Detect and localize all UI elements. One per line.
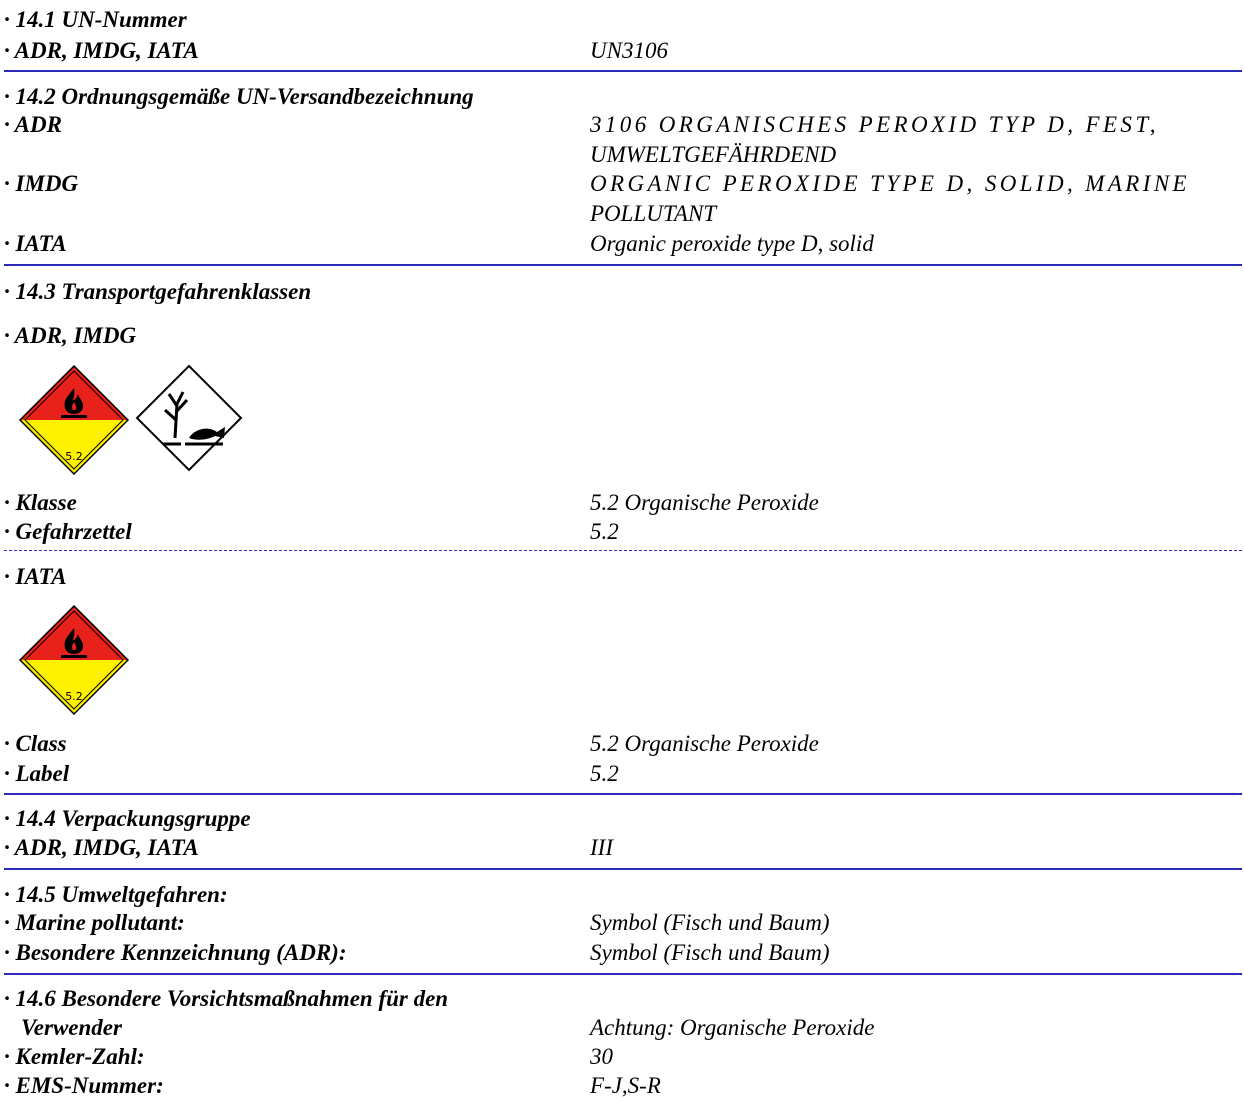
s142-adr-row-2: [4, 142, 1242, 166]
s146-verwender-row: [4, 1015, 1242, 1039]
s142-imdg-value-2: POLLUTANT: [590, 201, 717, 226]
s141-heading: · 14.1 UN-Nummer: [4, 7, 187, 32]
s143-iata-label: · IATA: [4, 564, 67, 589]
s144-label: · ADR, IMDG, IATA: [4, 835, 199, 860]
s146-kemler-label: · Kemler-Zahl:: [4, 1044, 145, 1069]
s141-heading-row: [4, 7, 1242, 31]
s146-heading-row: [4, 986, 1242, 1010]
s143-gefahrzettel-label: · Gefahrzettel: [4, 519, 132, 544]
pictogram-number: 5.2: [65, 450, 83, 463]
s142-heading: · 14.2 Ordnungsgemäße UN-Versandbezeichnung: [4, 84, 474, 109]
s145-besondere-label: · Besondere Kennzeichnung (ADR):: [4, 940, 347, 965]
s146-ems-label: · EMS-Nummer:: [4, 1073, 164, 1098]
organic-peroxide-pictogram: [18, 604, 130, 716]
s146-heading-1: · 14.6 Besondere Vorsichtsmaßnahmen für den: [4, 986, 449, 1011]
s145-marine-label: · Marine pollutant:: [4, 910, 185, 935]
s144-heading-row: [4, 806, 1242, 830]
s145-besondere-row: [4, 940, 1242, 964]
s143-label-label: · Label: [4, 761, 70, 786]
s145-marine-value: Symbol (Fisch und Baum): [590, 910, 830, 935]
s143-label-row: [4, 761, 1242, 785]
s142-imdg-row-2: [4, 201, 1242, 225]
s146-kemler-row: [4, 1044, 1242, 1068]
s143-adr-imdg-row: [4, 323, 1242, 347]
environment-hazard-pictogram: [135, 364, 243, 472]
s144-heading: · 14.4 Verpackungsgruppe: [4, 806, 251, 831]
s142-adr-value-2: UMWELTGEFÄHRDEND: [590, 142, 837, 167]
s146-verwender-value: Achtung: Organische Peroxide: [590, 1015, 875, 1040]
s143-adr-imdg-label: · ADR, IMDG: [4, 323, 137, 348]
s142-imdg-label: · IMDG: [4, 171, 79, 196]
s142-iata-value: Organic peroxide type D, solid: [590, 231, 874, 256]
s145-heading-row: [4, 882, 1242, 906]
s143-klasse-row: [4, 490, 1242, 514]
section-rule: [4, 70, 1242, 72]
s143-heading: · 14.3 Transportgefahrenklassen: [4, 279, 312, 304]
s146-ems-row: [4, 1073, 1242, 1097]
s141-label: · ADR, IMDG, IATA: [4, 38, 199, 63]
section-rule: [4, 264, 1242, 266]
pictogram-number: 5.2: [65, 690, 83, 703]
s141-row: [4, 38, 1242, 62]
yellow-half: [20, 420, 128, 474]
section-rule: [4, 973, 1242, 975]
s143-class-row: [4, 731, 1242, 755]
s141-value: UN3106: [590, 38, 668, 63]
s146-kemler-value: 30: [590, 1044, 613, 1069]
s144-value: III: [590, 835, 613, 860]
s142-adr-label: · ADR: [4, 112, 62, 137]
s142-imdg-row: [4, 171, 1242, 195]
s146-ems-value: F-J,S-R: [590, 1073, 661, 1098]
s145-marine-row: [4, 910, 1242, 934]
subsection-rule-dashed: [4, 550, 1242, 551]
s143-klasse-label: · Klasse: [4, 490, 77, 515]
s143-label-value: 5.2: [590, 761, 619, 786]
s143-iata-row: [4, 564, 1242, 588]
s142-adr-row: [4, 112, 1242, 136]
s143-klasse-value: 5.2 Organische Peroxide: [590, 490, 819, 515]
s142-iata-label: · IATA: [4, 231, 67, 256]
organic-peroxide-pictogram: [18, 364, 130, 476]
section-rule: [4, 868, 1242, 870]
section-rule: [4, 793, 1242, 795]
s143-class-value: 5.2 Organische Peroxide: [590, 731, 819, 756]
yellow-half: [20, 660, 128, 714]
s143-heading-row: [4, 279, 1242, 303]
s143-class-label: · Class: [4, 731, 67, 756]
s144-row: [4, 835, 1242, 859]
s143-gefahrzettel-value: 5.2: [590, 519, 619, 544]
s142-adr-value-1: 3106 ORGANISCHES PEROXID TYP D, FEST,: [590, 112, 1159, 137]
s145-heading: · 14.5 Umweltgefahren:: [4, 882, 228, 907]
s142-heading-row: [4, 84, 1242, 108]
s145-besondere-value: Symbol (Fisch und Baum): [590, 940, 830, 965]
s143-gefahrzettel-row: [4, 519, 1242, 543]
s142-imdg-value-1: ORGANIC PEROXIDE TYPE D, SOLID, MARINE: [590, 171, 1191, 196]
s142-iata-row: [4, 231, 1242, 255]
s146-heading-2: Verwender: [21, 1015, 122, 1040]
